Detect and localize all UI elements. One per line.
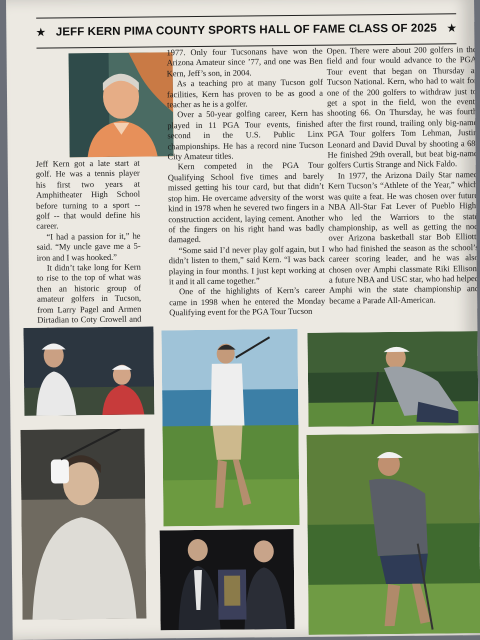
photo-two-golfers [23,326,154,415]
portrait-photo [69,52,174,157]
article-column-3 [327,45,480,307]
star-icon: ★ [447,22,457,34]
paragraph: As a teaching pro at many Tucson golf facilities, Kern has proven to be as good a teacher as he is a golfer. [166,77,324,110]
photo-golfer-putting [307,433,480,635]
paragraph: Over a 50-year golfing career, Kern has played in 11 PGA Tour events, finished second in the U.S. Public Linx championships. He has a record nine Tucson City Amateur titles. [167,109,324,162]
photo-golf-swing-ocean [161,329,299,526]
paragraph: Jeff Kern got a late start at golf. He was a tennis player his first two years at Amphitheater High School before turning to a sport -- golf -- that would define his career. [35,158,141,232]
photo-golfer-crouching [308,331,479,427]
article-title: JEFF KERN PIMA COUNTY SPORTS HALL OF FAME CLASS OF 2025 [55,22,437,39]
paragraph: “Some said I’d never play golf again, but I didn’t listen to them,” said Kern. “I was back playing in four months. I just kept working at it and it all came together.” [168,244,325,287]
paragraph: It didn’t take long for Kern to rise to the top of what was then an historic group of amateur golfers in Tucson, from Larry Pagel and Armen Dirtadian to Coty Crowell and [36,262,142,325]
paragraph: 1977. Only four Tucsonans have won the Arizona Amateur since ’77, and one was Ben Kern, Jeff’s son, in 2004. [166,46,323,79]
paragraph: “I had a passion for it,” he said. “My uncle gave me a 5-iron and I was hooked.” [36,231,141,263]
photo-golfer-follow-through [21,429,147,620]
paragraph: In 1977, the Arizona Daily Star named Kern Tucson’s “Athlete of the Year,” which was quite a feat. He was chosen over future NBA All-Star Fat Lever of Pueblo High, who led the Warriors to the state championship, as well as getting the nod over Arizona basketball star Bob Elliott, who had finished the season as the school’s career scoring leader, and he was also chosen over Amphi classmate Riki Ellison, a future NBA and USC star, who had helped Amphi win the state championship and became a Parade All-American. [327,169,480,306]
star-icon: ★ [36,27,46,39]
article-column-2 [167,47,326,319]
photo-trophy-presentation [160,529,295,630]
paragraph: Open. There were about 200 golfers in the field and four would advance to the PGA Tour event that began on Thursday at Tucson National. Kern, who had to wait for one of the 200 golfers to withdraw just to get a spot in the field, won the event, shooting 66. On Thursday, he was fourth after the first round, trailing only big-name PGA Tour golfers Tom Lehman, Justin Leonard and David Duval by shooting a 68. He finished 29th overall, but beat big-name golfers Curtis Strange and Nick Faldo. [326,45,478,171]
magazine-page [6,0,480,640]
paragraph: One of the highlights of Kern’s career came in 1998 when he entered the Monday Qualifying event for the PGA Tour Tucson [169,286,326,318]
article-header [36,17,456,43]
paragraph: Kern competed in the PGA Tour Qualifying School five times and barely missed getting his tour card, but that didn’t stop him. He overcame adversity of the worst kind in 1978 when he severed two fingers in a construction accident, laying cement. Another of the fingers on his right hand was badly damaged. [167,161,325,245]
